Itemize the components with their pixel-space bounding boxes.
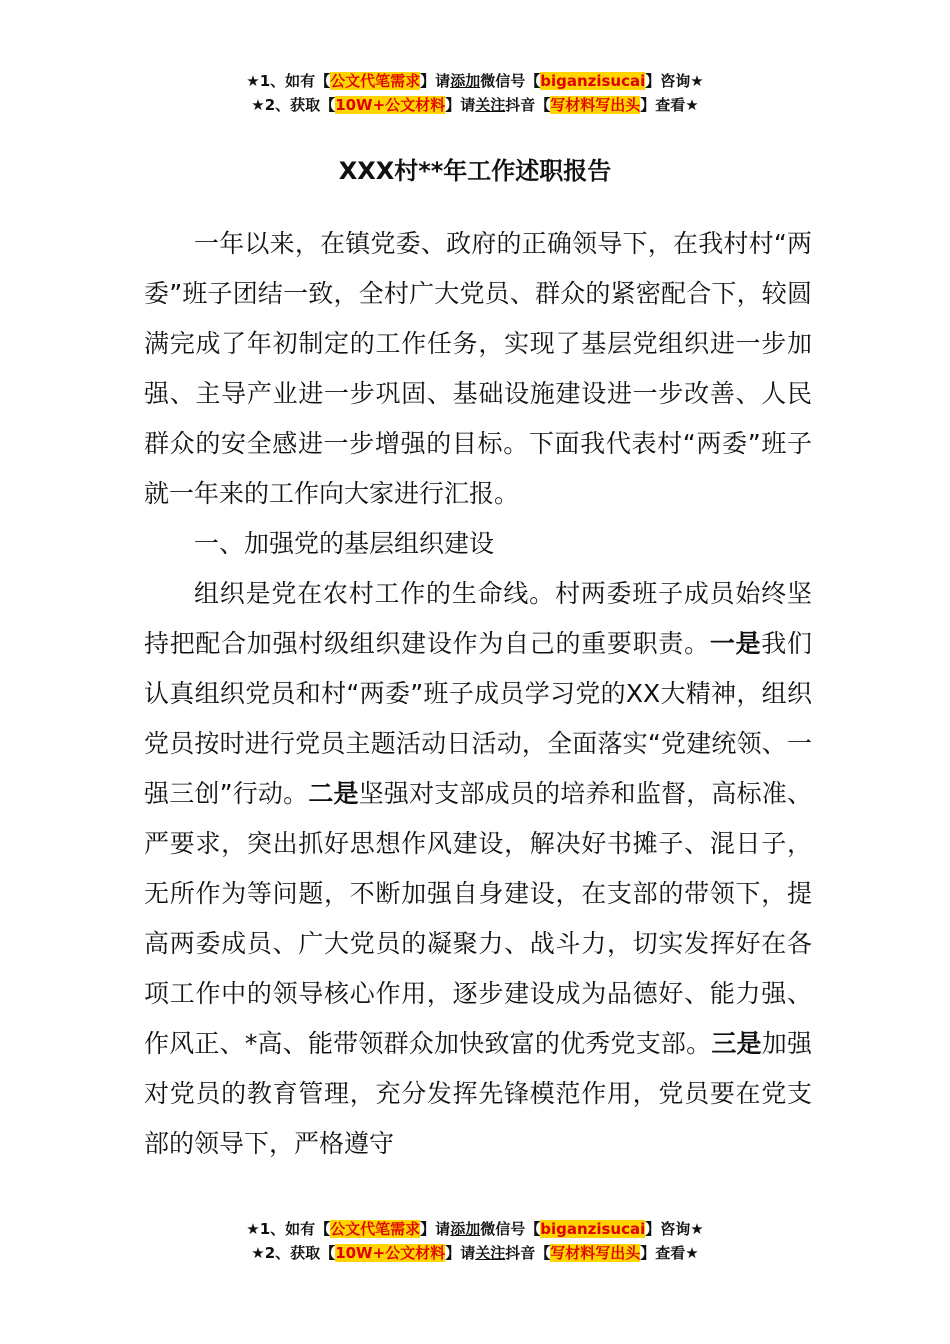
promo-line-2 xyxy=(0,1241,950,1265)
promo-text: 】查看★ xyxy=(640,96,699,114)
promo-text: 】请 xyxy=(445,96,476,114)
section-paragraph xyxy=(144,569,812,1169)
paragraph-text: 加强对党员的教育管理，充分发挥先锋模范作用，党员要在党支部的领导下，严格遵守 xyxy=(144,1029,812,1158)
promo-underlined: 关注 xyxy=(475,96,506,114)
paragraph-text: 组织是党在农村工作的生命线。村两委班子成员始终坚持把配合加强村级组织建设作为自己的重要职责。 xyxy=(144,579,812,658)
footer-promo-banner xyxy=(0,1217,950,1265)
promo-highlight: 10W+公文材料 xyxy=(335,96,446,114)
document-body xyxy=(144,219,812,1169)
promo-text: 微信号【 xyxy=(480,72,541,90)
promo-text: ★2、获取【 xyxy=(251,96,336,114)
promo-text: 】咨询★ xyxy=(645,1220,704,1238)
promo-text: 抖音【 xyxy=(505,1244,551,1262)
emphasis-marker: 三是 xyxy=(711,1029,762,1058)
emphasis-marker: 二是 xyxy=(308,779,359,808)
promo-highlight: 10W+公文材料 xyxy=(335,1244,446,1262)
intro-paragraph: 一年以来，在镇党委、政府的正确领导下，在我村村“两委”班子团结一致，全村广大党员、群众的紧密配合下，较圆满完成了年初制定的工作任务，实现了基层党组织进一步加强、主导产业进一步巩固、基础设施建设进一步改善、人民群众的安全感进一步增强的目标。下面我代表村“两委”班子就一年来的工作向大家进行汇报。 xyxy=(144,229,812,508)
promo-highlight: 公文代笔需求 xyxy=(330,72,421,90)
promo-highlight: 公文代笔需求 xyxy=(330,1220,421,1238)
promo-highlight: 写材料写出头 xyxy=(550,96,641,114)
promo-underlined: 添加 xyxy=(450,72,481,90)
promo-text: ★1、如有【 xyxy=(246,1220,331,1238)
promo-underlined: 添加 xyxy=(450,1220,481,1238)
promo-highlight: biganzisucai xyxy=(540,1220,646,1238)
promo-highlight: 写材料写出头 xyxy=(550,1244,641,1262)
emphasis-marker: 一是 xyxy=(709,629,762,658)
promo-line-1 xyxy=(0,69,950,93)
promo-underlined: 关注 xyxy=(475,1244,506,1262)
promo-text: 】请 xyxy=(420,72,451,90)
promo-text: 】请 xyxy=(445,1244,476,1262)
promo-text: ★2、获取【 xyxy=(251,1244,336,1262)
paragraph-text: 坚强对支部成员的培养和监督，高标准、严要求，突出抓好思想作风建设，解决好书摊子、混日子，无所作为等问题，不断加强自身建设，在支部的带领下，提高两委成员、广大党员的凝聚力、战斗力，切实发挥好在各项工作中的领导核心作用，逐步建设成为品德好、能力强、作风正、*高、能带领群众加快致富的优秀党支部。 xyxy=(144,779,812,1058)
promo-text: ★1、如有【 xyxy=(246,72,331,90)
promo-text: 抖音【 xyxy=(505,96,551,114)
promo-line-1 xyxy=(0,1217,950,1241)
promo-text: 】咨询★ xyxy=(645,72,704,90)
promo-highlight: biganzisucai xyxy=(540,72,646,90)
document-title: XXX村**年工作述职报告 xyxy=(338,157,612,185)
promo-text: 】查看★ xyxy=(640,1244,699,1262)
paragraph-text: 我们认真组织党员和村“两委”班子成员学习党的XX大精神，组织党员按时进行党员主题活动日活动，全面落实“党建统领、一强三创”行动。 xyxy=(144,629,812,808)
promo-text: 】请 xyxy=(420,1220,451,1238)
header-promo-banner xyxy=(0,69,950,117)
section-heading: 一、加强党的基层组织建设 xyxy=(194,529,495,558)
promo-text: 微信号【 xyxy=(480,1220,541,1238)
promo-line-2 xyxy=(0,93,950,117)
